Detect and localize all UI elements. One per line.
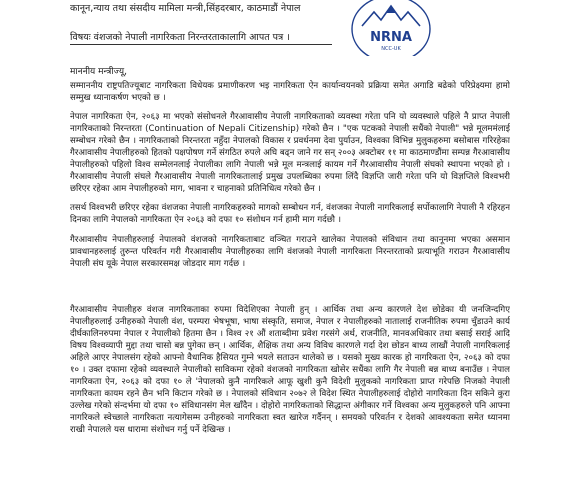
salutation: माननीय मन्त्रीज्यू, [70, 67, 127, 77]
paragraph-constitution: गैरआवासीय नेपालीहरुलाई नेपालको वंशजको नागरिकताबाट वञ्चित गराउने खालेका नेपालको संविधान तथा कानूनमा भएका असमान प्रावधानहरुलाई तुरुन्त परिवर्तन गरी गैरआवासीय नेपालीहरुका लागि वंशजको नेपाली नागरिकता निरन्तरताको प्रत्याभूति गराउन गैरआवासीय नेपाली संघ यूके नेपाल सरकारसमक्ष जोडदार माग गर्दछ । [70, 235, 510, 269]
logo-text: NRNA [370, 30, 412, 45]
paragraph-background: गैरआवासीय नेपालीहरु वंशज नागरिकताका रुपमा विदेशिएका नेपाली हुन् । आर्थिक तथा अन्य कारणले देश छोडेका यी जनजिन्दगिए नेपालीहरुलाई उनीहरुको नेपाली वंश, परम्परा भेषभूषा, भाषा संस्कृति, समाज, नेपाल र नेपालीहरुको नातालाई राजनीतिक रुपमा चुँडाउने कार्य दीर्घकालिनरुपमा नेपाल र नेपालीको हितमा छैन । विश्व २१ औं शताब्दीमा प्रवेश गरसंगे अर्थ, राजनीति, मानवअधिकार तथा बसाई सराई आदि विषय विश्वव्यापी मुद्दा तथा चासो बन्न पुगेका छन् । आर्थिक, शैक्षिक तथा अन्य विविध कारणले गर्दा देश छोडन बाध्य लाखौं नेपाली नागरिकलाई अहिले आएर नेपालसंग रहेको आफ्नो वैधानिक हैसियत गुम्ने भयले सताउन थालेको छ । यसको मुख्य कारक हो नागरिकता ऐन, २०६३ को दफा १० । उक्त दफामा रहेको व्यवस्थाले नेपालीको साविकमा रहेको वंशजको नागरिकता खोसेर सधैंका लागि गैर नेपाली बन्न बाध्य बनाउँछ । नेपाल नागरिकता ऐन, २०६३ को दफा १० ले 'नेपालको कुनै नागरिकले आफू खुशी कुनै विदेशी मुलुकको नागरिकता प्राप्त गरेपछि निजको नेपाली नागरिकता कायम रहने छैन भनि किटान गरेको छ । नेपालको संविधान २०७२ ले विदेश स्थित नेपालीहरुलाई दोहोरो नागरिकता दिन सकिने कुरा उल्लेख गरेको संन्दर्भमा यो दफा १० संविधानसंग मेल खाँदैन । दोहोरो नागरिकताको सिद्धान्त अंगीकार गर्ने विश्वका अन्य मुलुकहरुले पनि आफ्ना नागरिकले स्वेच्छाले नागरिकता नत्यागेसम्म उनीहरुको नागरिकता स्वत खारेज गर्दैनन् । समयको परिवर्तन र देशको आवश्यकता समेत ध्यानमा राखी नेपालले यस धारामा संशोधन गर्नु पर्ने देखिन्छ । [70, 305, 510, 435]
recipient-address: कानून,न्याय तथा संसदीय मामिला मन्त्री,सिंहदरबार, काठमाडौं नेपाल [70, 3, 301, 14]
subject-underline [70, 44, 332, 45]
logo-subtext: NCC-UK [381, 46, 401, 52]
logo-mountain-snow [386, 6, 396, 13]
letter-subject: विषयः वंशजको नेपाली नागरिकता निरन्तरताकालागि आपत पत्र । [70, 32, 290, 43]
paragraph-intro: सम्माननीय राष्ट्रपतिज्यूबाट नागरिकता विधेयक प्रमाणीकरण भइ नागरिकता ऐन कार्यान्वयनको प्रक्रिया समेत अगाडि बढेको परिप्रेक्ष्यमा हामो सम्मुख ध्यानाकर्षण भएको छ । [70, 81, 510, 103]
nrna-logo [350, 0, 432, 56]
paragraph-citizenship-act: नेपाल नागरिकता ऐन, २०६३ मा भएको संसोधनले गैरआवासीय नेपाली नागरिकताको व्यवस्था गरेता पनि यो व्यवस्थाले पहिले नै प्राप्त नेपाली नागरिकताको निरन्तरता (Continuation of Nepali Citizenship) गरेको छैन । "एक पटकको नेपाली सधैंको नेपाली" भन्ने मूलममंलाई सम्बोधन गरेको छैन । नागरिकताको निरन्तरता नहुँदा नेपालको विकास र प्रवर्धनमा देवा पुर्याउन, विश्वका विभिन्न मुलुकहरुमा बसोबास गरिरहेका गैरआवासीय नेपालीहरुको हितको पक्षपोषण गर्ने संगठित रुपले अघि बढ्न जाने गर सन् २००३ अक्टोबर ११ मा काठमाण्डौंमा सम्पन्न गैरआवासीय नेपालीहरुको पहिलो विश्व सम्मेलनलाई नेपालीका लागि नेपाली भन्ने मूल मन्त्रलाई कायम गर्ने गैरआवासीय नेपाली संघको स्थापना भएको हो । गैरआवासीय नेपाली संघले गैरआवासीय नेपाली नागरिकतालाई प्रमुख उपलब्धिका रुपमा लिंदै विज्ञप्ति जारी गरेता पनि यो विज्ञप्तिले विश्वभरी छरिएर रहेका आम नेपालीहरुको माग, भावना र चाहनाको प्रतिनिधित्व गरेको छैन । [70, 112, 510, 194]
paragraph-demand: तसर्थ विश्वभरी छरिएर रहेका वंशजका नेपाली नागरिकहरुको मागको सम्बोधन गर्न, वंशजका नेपाली नागरिकलाई सर्पोकालागि नेपाली नै रहिरहन दिनका लागि नेपालको नागरिकता ऐन २०६३ को दफा १० संशोधन गर्न हामी माग गर्दछौ । [70, 203, 510, 225]
